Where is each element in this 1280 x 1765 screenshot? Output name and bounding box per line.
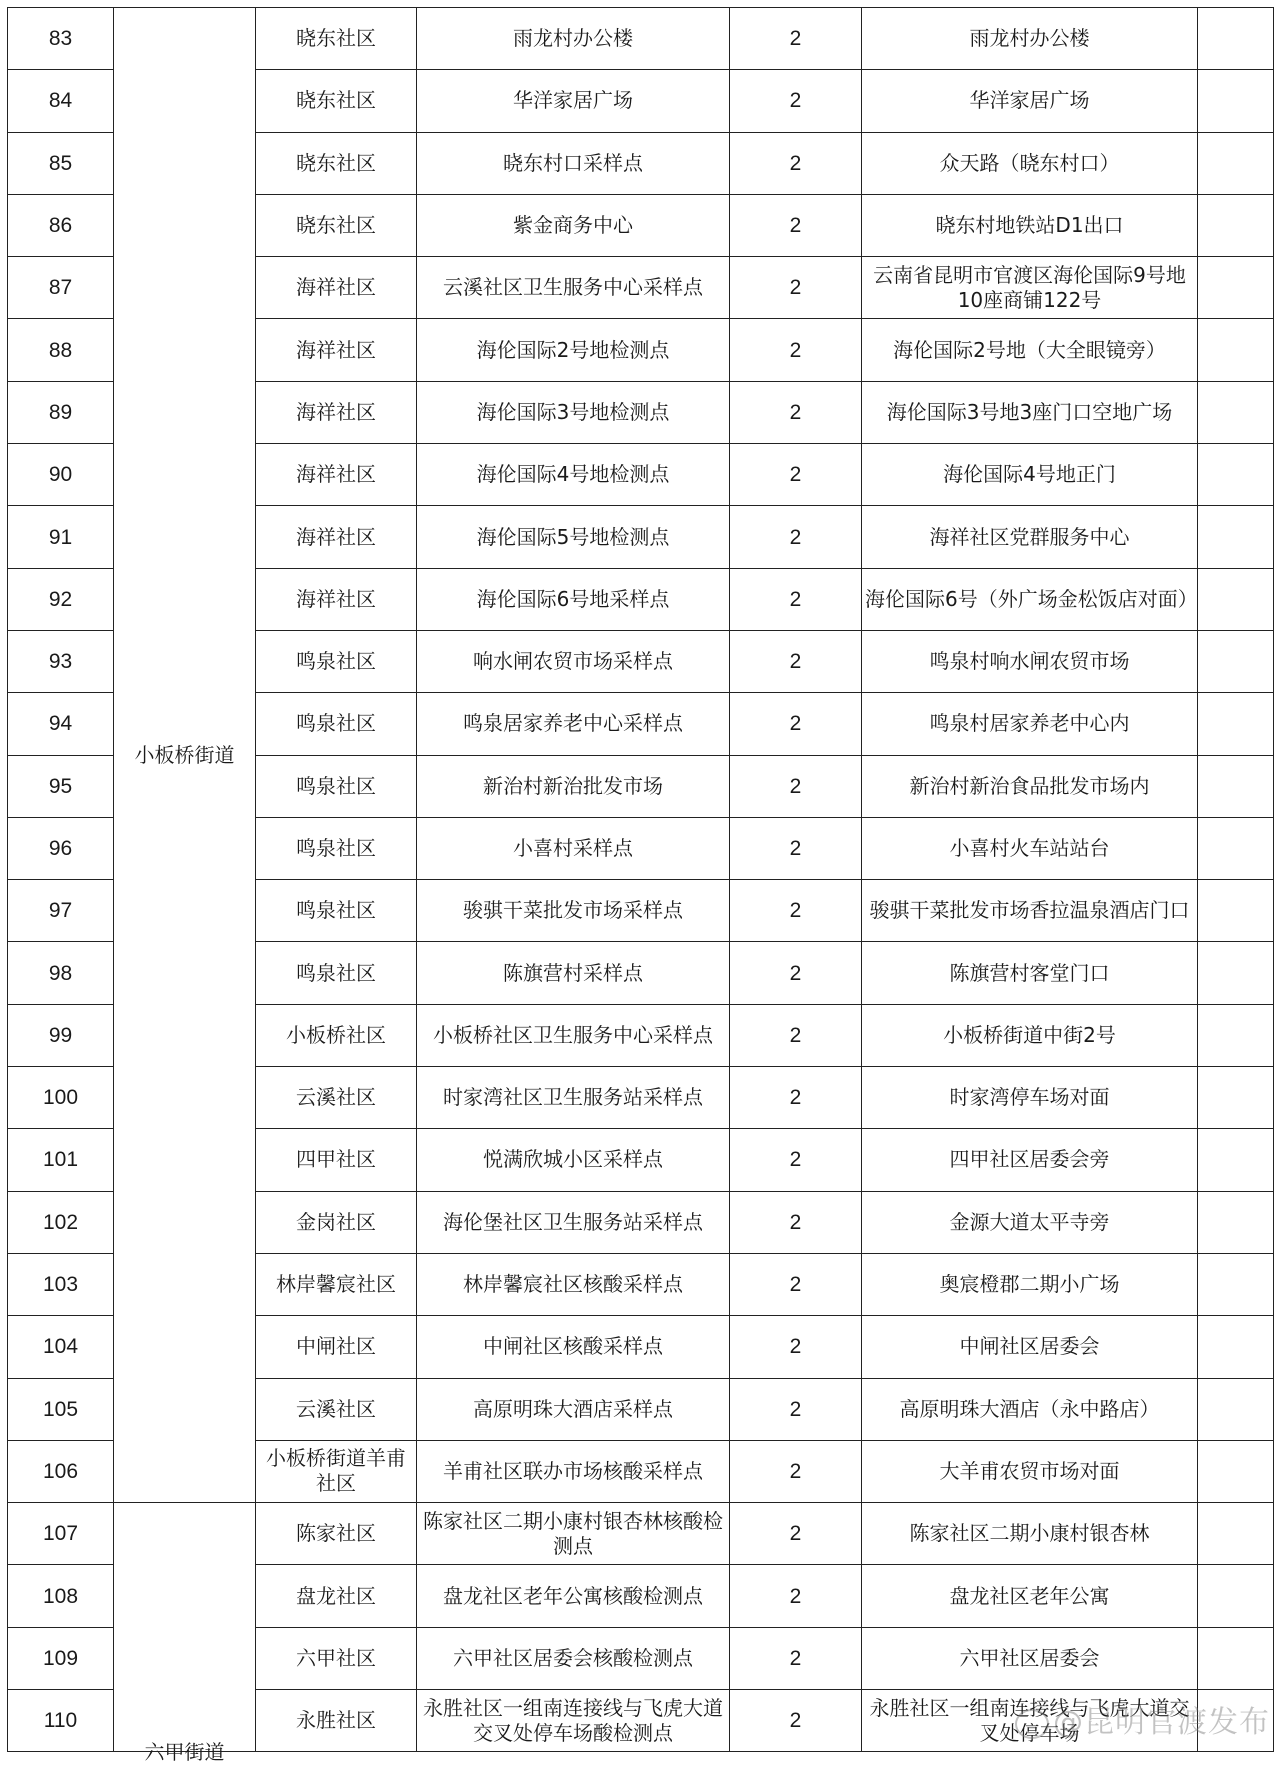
row-number: 108 [8,1565,114,1627]
site-name-cell: 海伦国际4号地检测点 [417,444,730,506]
address-cell: 小喜村火车站站台 [862,817,1198,879]
row-number: 98 [8,942,114,1004]
site-name-cell: 鸣泉居家养老中心采样点 [417,693,730,755]
note-cell [1198,319,1274,381]
row-number: 97 [8,880,114,942]
address-cell: 中闸社区居委会 [862,1316,1198,1378]
note-cell [1198,444,1274,506]
site-name-cell: 雨龙村办公楼 [417,8,730,70]
address-cell: 四甲社区居委会旁 [862,1129,1198,1191]
row-number: 83 [8,8,114,70]
table-row [8,1503,1274,1565]
note-cell [1198,1378,1274,1440]
count-cell: 2 [730,1565,862,1627]
note-cell [1198,942,1274,1004]
address-cell: 鸣泉村居家养老中心内 [862,693,1198,755]
site-name-cell: 海伦国际2号地检测点 [417,319,730,381]
count-cell: 2 [730,194,862,256]
site-name-cell: 晓东村口采样点 [417,132,730,194]
community-cell: 林岸馨宸社区 [256,1253,417,1315]
note-cell [1198,132,1274,194]
count-cell: 2 [730,1378,862,1440]
watermark [1015,1697,1270,1741]
note-cell [1198,1316,1274,1378]
site-name-cell: 云溪社区卫生服务中心采样点 [417,257,730,319]
address-cell: 雨龙村办公楼 [862,8,1198,70]
row-number: 92 [8,568,114,630]
row-number: 86 [8,194,114,256]
sampling-sites-table [7,7,1274,1765]
site-name-cell: 六甲社区居委会核酸检测点 [417,1627,730,1689]
count-cell: 2 [730,444,862,506]
row-number: 100 [8,1067,114,1129]
row-number: 94 [8,693,114,755]
community-cell: 海祥社区 [256,506,417,568]
count-cell: 2 [730,506,862,568]
note-cell [1198,257,1274,319]
site-name-cell: 海伦堡社区卫生服务站采样点 [417,1191,730,1253]
row-number: 110 [8,1690,114,1752]
row-number: 95 [8,755,114,817]
street-cell [114,8,256,1503]
community-cell: 六甲社区 [256,1627,417,1689]
address-cell: 大羊甫农贸市场对面 [862,1440,1198,1502]
community-cell: 海祥社区 [256,568,417,630]
row-number: 99 [8,1004,114,1066]
site-name-cell: 盘龙社区老年公寓核酸检测点 [417,1565,730,1627]
note-cell [1198,8,1274,70]
address-cell: 金源大道太平寺旁 [862,1191,1198,1253]
row-number: 85 [8,132,114,194]
row-number: 103 [8,1253,114,1315]
community-cell: 云溪社区 [256,1067,417,1129]
row-number: 96 [8,817,114,879]
address-cell: 鸣泉村响水闸农贸市场 [862,630,1198,692]
address-cell: 高原明珠大酒店（永中路店） [862,1378,1198,1440]
address-cell: 六甲社区居委会 [862,1627,1198,1689]
note-cell [1198,693,1274,755]
count-cell: 2 [730,381,862,443]
note-cell [1198,381,1274,443]
community-cell: 晓东社区 [256,70,417,132]
row-number: 88 [8,319,114,381]
note-cell [1198,1004,1274,1066]
community-cell: 陈家社区 [256,1503,417,1565]
address-cell: 海伦国际3号地3座门口空地广场 [862,381,1198,443]
count-cell: 2 [730,1191,862,1253]
note-cell [1198,1129,1274,1191]
row-number: 93 [8,630,114,692]
community-cell: 海祥社区 [256,257,417,319]
site-name-cell: 羊甫社区联办市场核酸采样点 [417,1440,730,1502]
street-name: 六甲街道 [144,1740,225,1765]
count-cell: 2 [730,70,862,132]
note-cell [1198,1067,1274,1129]
count-cell: 2 [730,1316,862,1378]
address-cell: 时家湾停车场对面 [862,1067,1198,1129]
weibo-icon [1015,1709,1049,1739]
count-cell: 2 [730,942,862,1004]
street-cell [114,1503,256,1765]
count-cell: 2 [730,132,862,194]
address-cell: 奥宸橙郡二期小广场 [862,1253,1198,1315]
count-cell: 2 [730,257,862,319]
site-name-cell: 小板桥社区卫生服务中心采样点 [417,1004,730,1066]
community-cell: 中闸社区 [256,1316,417,1378]
community-cell: 晓东社区 [256,8,417,70]
note-cell [1198,1253,1274,1315]
row-number: 89 [8,381,114,443]
note-cell [1198,755,1274,817]
site-name-cell: 永胜社区一组南连接线与飞虎大道交叉处停车场酸检测点 [417,1690,730,1752]
note-cell [1198,817,1274,879]
site-name-cell: 林岸馨宸社区核酸采样点 [417,1253,730,1315]
note-cell [1198,630,1274,692]
address-cell: 陈旗营村客堂门口 [862,942,1198,1004]
site-name-cell: 陈家社区二期小康村银杏林核酸检测点 [417,1503,730,1565]
note-cell [1198,1627,1274,1689]
count-cell: 2 [730,1440,862,1502]
community-cell: 鸣泉社区 [256,630,417,692]
row-number: 104 [8,1316,114,1378]
row-number: 105 [8,1378,114,1440]
address-cell: 盘龙社区老年公寓 [862,1565,1198,1627]
address-cell: 小板桥街道中街2号 [862,1004,1198,1066]
note-cell [1198,1440,1274,1502]
site-name-cell: 海伦国际5号地检测点 [417,506,730,568]
community-cell: 四甲社区 [256,1129,417,1191]
note-cell [1198,1565,1274,1627]
site-name-cell: 时家湾社区卫生服务站采样点 [417,1067,730,1129]
count-cell: 2 [730,319,862,381]
site-name-cell: 中闸社区核酸采样点 [417,1316,730,1378]
community-cell: 晓东社区 [256,132,417,194]
community-cell: 鸣泉社区 [256,693,417,755]
community-cell: 小板桥街道羊甫社区 [256,1440,417,1502]
count-cell: 2 [730,1067,862,1129]
address-cell: 新治村新治食品批发市场内 [862,755,1198,817]
address-cell: 云南省昆明市官渡区海伦国际9号地10座商铺122号 [862,257,1198,319]
row-number: 84 [8,70,114,132]
site-name-cell: 响水闸农贸市场采样点 [417,630,730,692]
note-cell [1198,880,1274,942]
community-cell: 鸣泉社区 [256,817,417,879]
note-cell [1198,1191,1274,1253]
count-cell: 2 [730,1004,862,1066]
row-number: 90 [8,444,114,506]
site-name-cell: 悦满欣城小区采样点 [417,1129,730,1191]
table-row [8,8,1274,70]
row-number: 102 [8,1191,114,1253]
count-cell: 2 [730,8,862,70]
address-cell: 众天路（晓东村口） [862,132,1198,194]
count-cell: 2 [730,817,862,879]
address-cell: 晓东村地铁站D1出口 [862,194,1198,256]
row-number: 107 [8,1503,114,1565]
note-cell [1198,194,1274,256]
community-cell: 云溪社区 [256,1378,417,1440]
note-cell [1198,568,1274,630]
site-name-cell: 海伦国际6号地采样点 [417,568,730,630]
community-cell: 鸣泉社区 [256,755,417,817]
community-cell: 盘龙社区 [256,1565,417,1627]
count-cell: 2 [730,880,862,942]
site-name-cell: 高原明珠大酒店采样点 [417,1378,730,1440]
address-cell: 海祥社区党群服务中心 [862,506,1198,568]
address-cell: 陈家社区二期小康村银杏林 [862,1503,1198,1565]
community-cell: 鸣泉社区 [256,880,417,942]
street-name: 小板桥街道 [134,742,235,767]
address-cell: 海伦国际4号地正门 [862,444,1198,506]
count-cell: 2 [730,1253,862,1315]
row-number: 101 [8,1129,114,1191]
watermark-text: @昆明官渡发布 [1053,1705,1270,1740]
row-number: 87 [8,257,114,319]
count-cell: 2 [730,1690,862,1752]
address-cell: 永胜社区一组南连接线与飞虎大道交叉处停车场 [862,1690,1198,1752]
note-cell [1198,506,1274,568]
count-cell: 2 [730,693,862,755]
site-name-cell: 陈旗营村采样点 [417,942,730,1004]
site-name-cell: 骏骐干菜批发市场采样点 [417,880,730,942]
community-cell: 海祥社区 [256,444,417,506]
address-cell: 海伦国际2号地（大全眼镜旁） [862,319,1198,381]
site-name-cell: 紫金商务中心 [417,194,730,256]
count-cell: 2 [730,1503,862,1565]
count-cell: 2 [730,630,862,692]
community-cell: 金岗社区 [256,1191,417,1253]
community-cell: 海祥社区 [256,319,417,381]
row-number: 109 [8,1627,114,1689]
site-name-cell: 海伦国际3号地检测点 [417,381,730,443]
address-cell: 海伦国际6号（外广场金松饭店对面） [862,568,1198,630]
community-cell: 小板桥社区 [256,1004,417,1066]
note-cell [1198,70,1274,132]
site-name-cell: 华洋家居广场 [417,70,730,132]
address-cell: 骏骐干菜批发市场香拉温泉酒店门口 [862,880,1198,942]
count-cell: 2 [730,1129,862,1191]
community-cell: 鸣泉社区 [256,942,417,1004]
site-name-cell: 新治村新治批发市场 [417,755,730,817]
count-cell: 2 [730,568,862,630]
count-cell: 2 [730,1627,862,1689]
note-cell [1198,1503,1274,1565]
row-number: 106 [8,1440,114,1502]
address-cell: 华洋家居广场 [862,70,1198,132]
count-cell: 2 [730,755,862,817]
site-name-cell: 小喜村采样点 [417,817,730,879]
community-cell: 永胜社区 [256,1690,417,1752]
community-cell: 海祥社区 [256,381,417,443]
row-number: 91 [8,506,114,568]
community-cell: 晓东社区 [256,194,417,256]
